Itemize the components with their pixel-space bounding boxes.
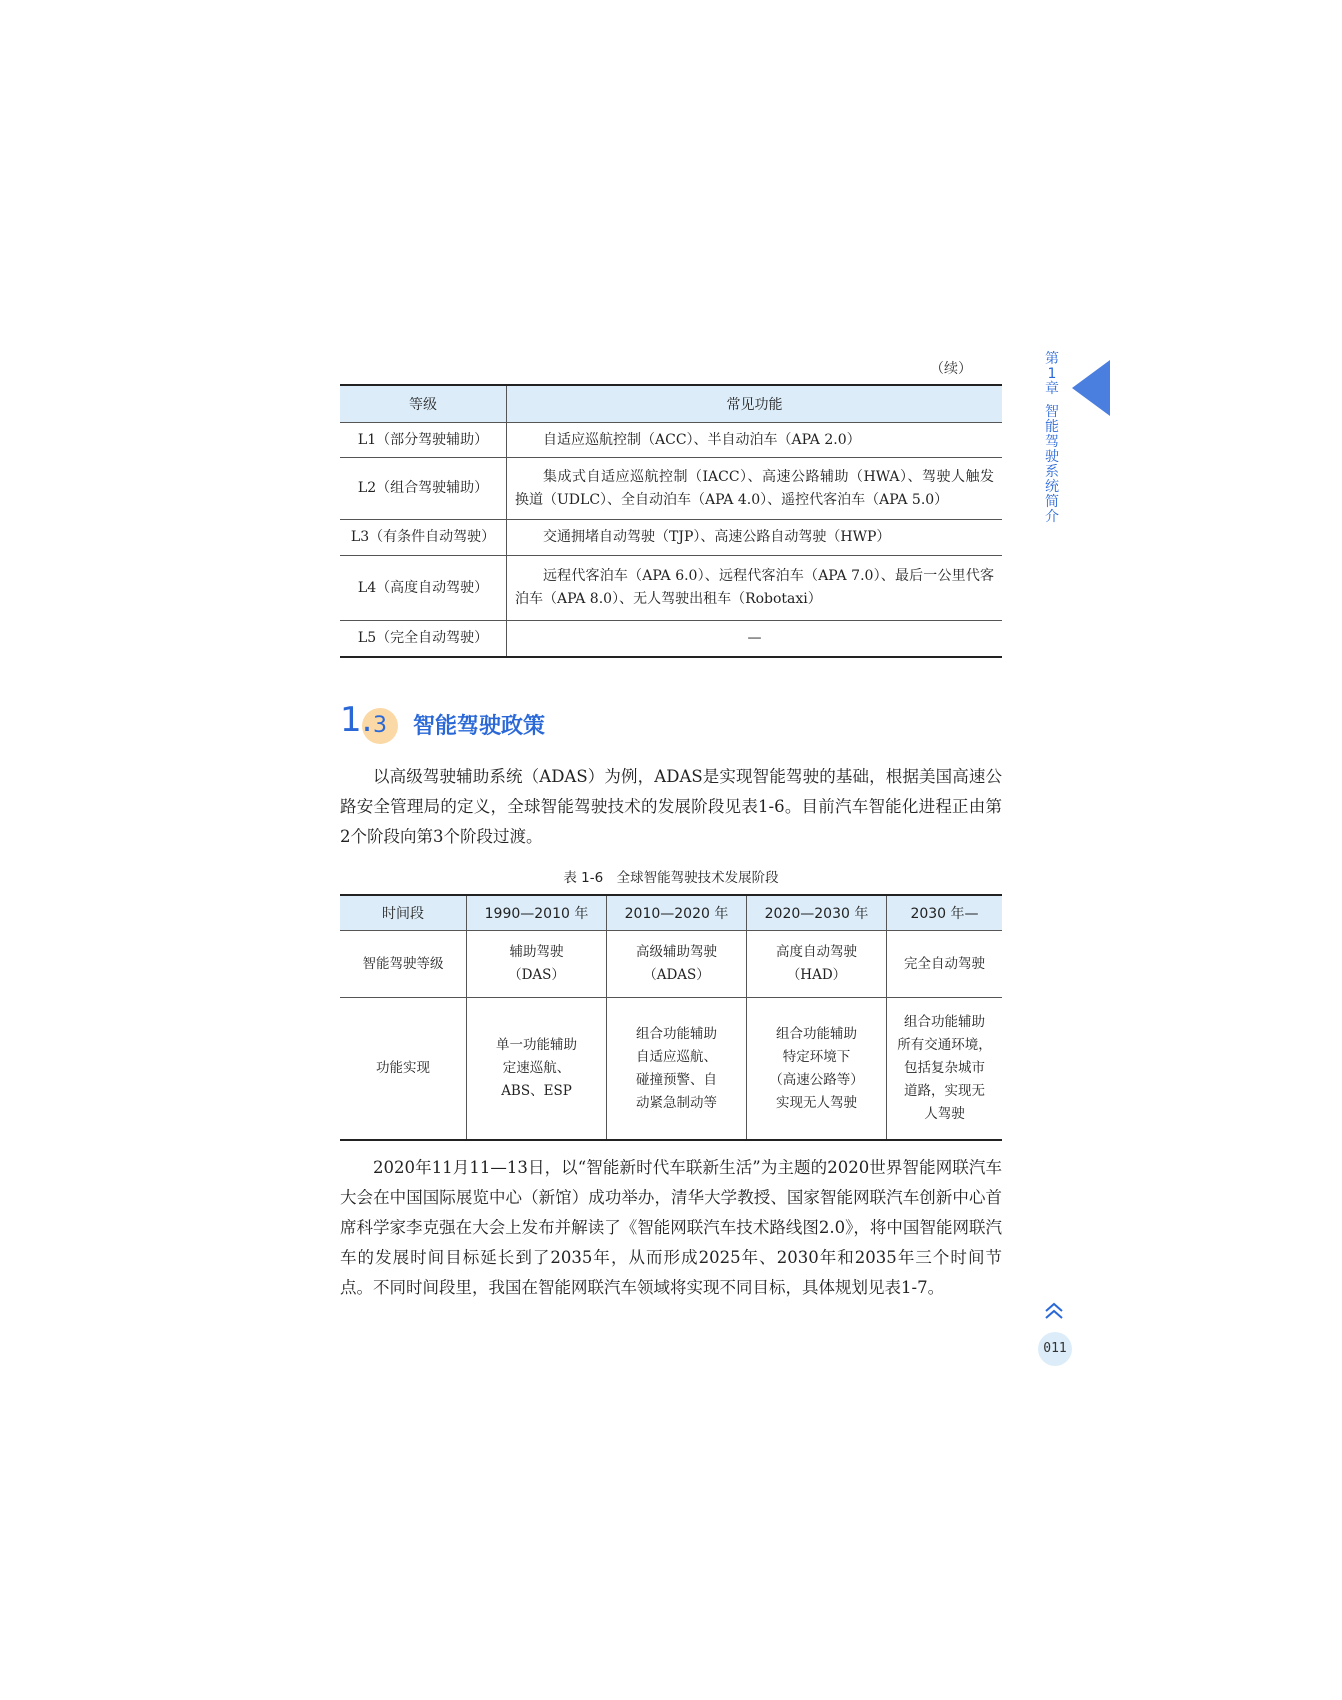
table-cell: 辅助驾驶 （DAS） (467, 931, 607, 998)
functions-cell: — (507, 621, 1003, 657)
row-label-cell: 智能驾驶等级 (340, 931, 467, 998)
table-row (340, 423, 1002, 458)
table-cell: 单一功能辅助 定速巡航、 ABS、ESP (467, 998, 607, 1141)
table-row (340, 621, 1002, 657)
table-cell: 组合功能辅助 所有交通环境， 包括复杂城市 道路，实现无 人驾驶 (887, 998, 1003, 1141)
body-paragraph: 以高级驾驶辅助系统（ADAS）为例，ADAS是实现智能驾驶的基础，根据美国高速公路安全管理局的定义，全球智能驾驶技术的发展阶段见表1-6。目前汽车智能化进程正由第2个阶段向第3个阶段过渡。 (340, 767, 1002, 846)
body-paragraph: 2020年11月11—13日，以“智能新时代车联新生活”为主题的2020世界智能网联汽车大会在中国国际展览中心（新馆）成功举办，清华大学教授、国家智能网联汽车创新中心首席科学家李克强在大会上发布并解读了《智能网联汽车技术路线图2.0》，将中国智能网联汽车的发展时间目标延长到了2035年，从而形成2025年、2030年和2035年三个时间节点。不同时间段里，我国在智能网联汽车领域将实现不同目标，具体规划见表1-7。 (340, 1158, 1002, 1297)
development-stages-table (340, 894, 1002, 1141)
table-cell: 高级辅助驾驶 （ADAS） (607, 931, 747, 998)
table-row (340, 931, 1002, 998)
table-cell: 组合功能辅助 特定环境下 （高速公路等） 实现无人驾驶 (747, 998, 887, 1141)
table-cell: 完全自动驾驶 (887, 931, 1003, 998)
section-number-sub: 3 (373, 713, 387, 738)
functions-cell: 集成式自适应巡航控制（IACC）、高速公路辅助（HWA）、驾驶人触发换道（UDLC）、全自动泊车（APA 4.0）、遥控代客泊车（APA 5.0） (507, 458, 1003, 520)
column-header: 2010—2020 年 (607, 895, 747, 931)
column-header: 时间段 (340, 895, 467, 931)
column-header-level: 等级 (340, 385, 507, 423)
functions-cell: 远程代客泊车（APA 6.0）、远程代客泊车（APA 7.0）、最后一公里代客泊车（APA 8.0）、无人驾驶出租车（Robotaxi） (507, 556, 1003, 621)
functions-cell: 自适应巡航控制（ACC）、半自动泊车（APA 2.0） (507, 423, 1003, 458)
table-row (340, 520, 1002, 556)
table-row (340, 998, 1002, 1141)
table-row (340, 458, 1002, 520)
section-title: 智能驾驶政策 (413, 714, 546, 739)
triangle-left-icon (1072, 360, 1110, 416)
column-header: 2020—2030 年 (747, 895, 887, 931)
chapter-label: 第1章 (1045, 351, 1059, 397)
table-header-row (340, 895, 1002, 931)
table-cell: 高度自动驾驶 （HAD） (747, 931, 887, 998)
table-header-row (340, 385, 1002, 423)
column-header-functions: 常见功能 (507, 385, 1003, 423)
level-cell: L5（完全自动驾驶） (340, 621, 507, 657)
chapter-title: 智能驾驶系统简介 (1045, 404, 1059, 525)
level-cell: L1（部分驾驶辅助） (340, 423, 507, 458)
page-number: 011 (1043, 1341, 1067, 1356)
level-cell: L2（组合驾驶辅助） (340, 458, 507, 520)
level-cell: L4（高度自动驾驶） (340, 556, 507, 621)
table-cell: 组合功能辅助 自适应巡航、 碰撞预警、自 动紧急制动等 (607, 998, 747, 1141)
level-functions-table (340, 384, 1002, 658)
row-label-cell: 功能实现 (340, 998, 467, 1141)
chapter-tab-label (1042, 352, 1062, 525)
functions-cell: 交通拥堵自动驾驶（TJP）、高速公路自动驾驶（HWP） (507, 520, 1003, 556)
table-row (340, 556, 1002, 621)
section-number-main: 1. (340, 700, 373, 740)
column-header: 1990—2010 年 (467, 895, 607, 931)
continued-label: （续） (930, 361, 972, 377)
table-caption: 表 1-6 全球智能驾驶技术发展阶段 (563, 870, 779, 886)
double-chevron-up-icon[interactable] (1043, 1300, 1065, 1322)
column-header: 2030 年— (887, 895, 1003, 931)
level-cell: L3（有条件自动驾驶） (340, 520, 507, 556)
